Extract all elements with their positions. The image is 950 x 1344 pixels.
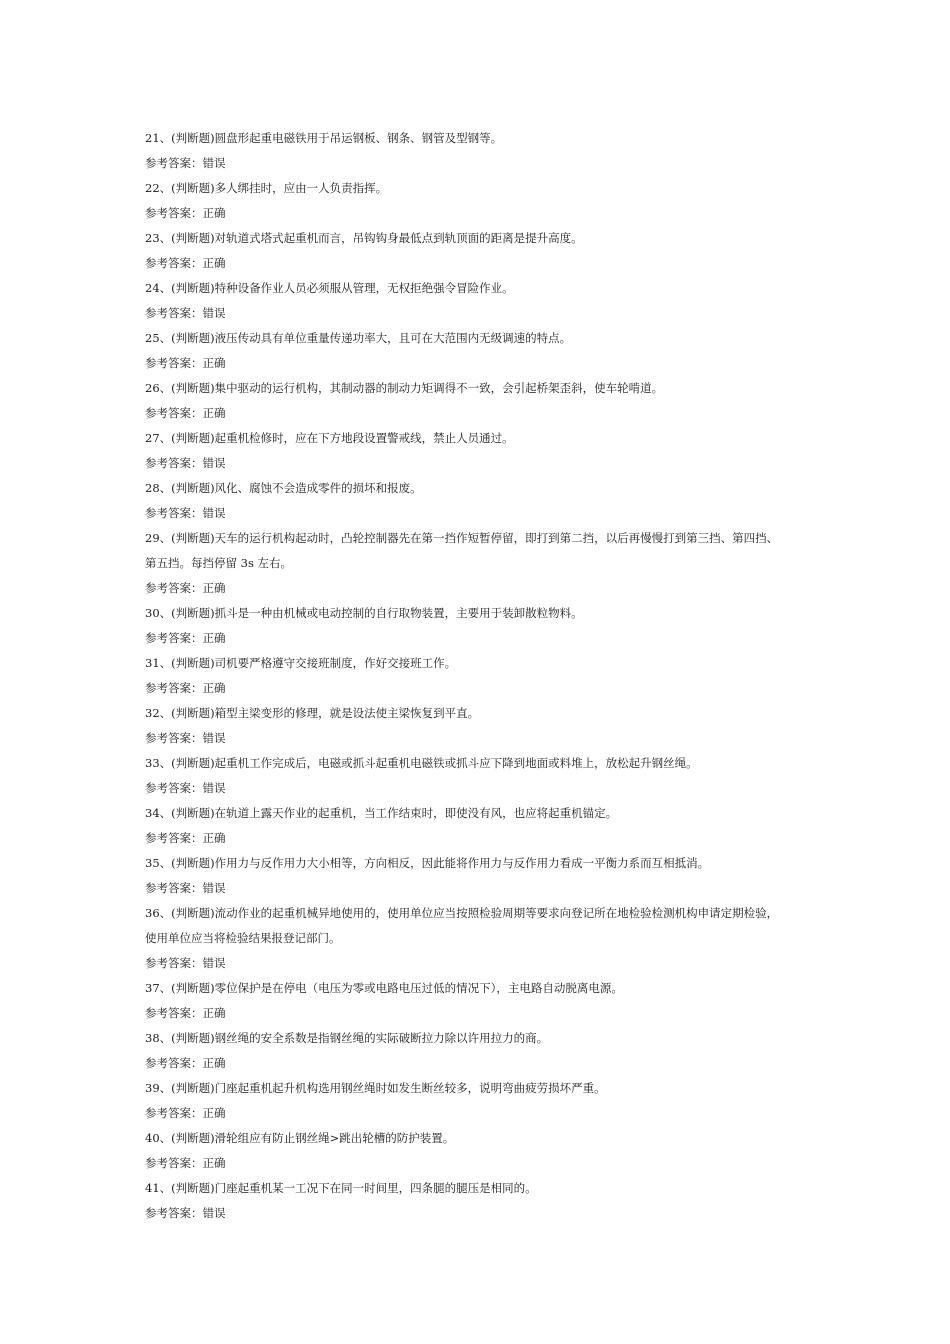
- reference-answer: 参考答案：正确: [145, 631, 226, 645]
- question-item: [145, 901, 810, 976]
- question-item: [145, 1176, 810, 1226]
- question-text: 32、(判断题)箱型主梁变形的修理，就是设法使主梁恢复到平直。: [145, 706, 480, 720]
- question-text: 35、(判断题)作用力与反作用力大小相等，方向相反，因此能将作用力与反作用力看成一平衡力系而互相抵消。: [145, 856, 710, 870]
- question-text: 21、(判断题)圆盘形起重电磁铁用于吊运钢板、钢条、钢管及型钢等。: [145, 131, 503, 145]
- question-text: 28、(判断题)风化、腐蚀不会造成零件的损坏和报废。: [145, 481, 422, 495]
- question-item: [145, 426, 810, 476]
- question-item: [145, 751, 810, 801]
- reference-answer: 参考答案：错误: [145, 456, 226, 470]
- reference-answer: 参考答案：错误: [145, 781, 226, 795]
- question-item: [145, 376, 810, 426]
- question-text: 34、(判断题)在轨道上露天作业的起重机，当工作结束时，即使没有风，也应将起重机锚定。: [145, 806, 618, 820]
- question-item: [145, 526, 810, 601]
- question-item: [145, 326, 810, 376]
- reference-answer: 参考答案：正确: [145, 831, 226, 845]
- reference-answer: 参考答案：正确: [145, 581, 226, 595]
- question-text: 40、(判断题)滑轮组应有防止钢丝绳>跳出轮槽的防护装置。: [145, 1131, 455, 1145]
- reference-answer: 参考答案：正确: [145, 406, 226, 420]
- question-text: 38、(判断题)钢丝绳的安全系数是指钢丝绳的实际破断拉力除以许用拉力的商。: [145, 1031, 549, 1045]
- question-text: 23、(判断题)对轨道式塔式起重机而言，吊钩钩身最低点到轨顶面的距离是提升高度。: [145, 231, 583, 245]
- question-item: [145, 601, 810, 651]
- question-text: 36、(判断题)流动作业的起重机械异地使用的，使用单位应当按照检验周期等要求向登记所在地检验检测机构申请定期检验，: [145, 906, 779, 920]
- question-item: [145, 176, 810, 226]
- question-text: 33、(判断题)起重机工作完成后，电磁或抓斗起重机电磁铁或抓斗应下降到地面或料堆上，放松起升钢丝绳。: [145, 756, 698, 770]
- reference-answer: 参考答案：错误: [145, 156, 226, 170]
- question-item: [145, 226, 810, 276]
- question-text: 24、(判断题)特种设备作业人员必须服从管理，无权拒绝强令冒险作业。: [145, 281, 514, 295]
- reference-answer: 参考答案：错误: [145, 731, 226, 745]
- question-item: [145, 976, 810, 1026]
- question-item: [145, 1076, 810, 1126]
- question-text: 25、(判断题)液压传动具有单位重量传递功率大，且可在大范围内无级调速的特点。: [145, 331, 572, 345]
- question-text-continued: 第五挡。每挡停留 3s 左右。: [145, 556, 293, 570]
- reference-answer: 参考答案：正确: [145, 681, 226, 695]
- question-text: 39、(判断题)门座起重机起升机构选用钢丝绳时如发生断丝较多，说明弯曲疲劳损坏严重。: [145, 1081, 606, 1095]
- reference-answer: 参考答案：正确: [145, 1156, 226, 1170]
- question-item: [145, 476, 810, 526]
- question-item: [145, 276, 810, 326]
- reference-answer: 参考答案：正确: [145, 1006, 226, 1020]
- question-text: 30、(判断题)抓斗是一种由机械或电动控制的自行取物装置，主要用于装卸散粒物料。: [145, 606, 583, 620]
- reference-answer: 参考答案：错误: [145, 1206, 226, 1220]
- question-text: 22、(判断题)多人绑挂时，应由一人负责指挥。: [145, 181, 388, 195]
- question-text: 41、(判断题)门座起重机某一工况下在同一时间里，四条腿的腿压是相同的。: [145, 1181, 537, 1195]
- question-item: [145, 651, 810, 701]
- question-item: [145, 851, 810, 901]
- reference-answer: 参考答案：正确: [145, 256, 226, 270]
- reference-answer: 参考答案：错误: [145, 306, 226, 320]
- question-text: 29、(判断题)天车的运行机构起动时，凸轮控制器先在第一挡作短暂停留，即打到第二挡，以后再慢慢打到第三挡、第四挡、: [145, 531, 779, 545]
- question-item: [145, 1026, 810, 1076]
- question-list: [145, 126, 810, 1226]
- question-text: 37、(判断题)零位保护是在停电（电压为零或电路电压过低的情况下），主电路自动脱离电源。: [145, 981, 623, 995]
- question-item: [145, 126, 810, 176]
- reference-answer: 参考答案：正确: [145, 1056, 226, 1070]
- question-text: 27、(判断题)起重机检修时，应在下方地段设置警戒线，禁止人员通过。: [145, 431, 514, 445]
- question-item: [145, 1126, 810, 1176]
- reference-answer: 参考答案：错误: [145, 506, 226, 520]
- question-item: [145, 801, 810, 851]
- question-item: [145, 701, 810, 751]
- question-text: 31、(判断题)司机要严格遵守交接班制度，作好交接班工作。: [145, 656, 457, 670]
- question-text: 26、(判断题)集中驱动的运行机构，其制动器的制动力矩调得不一致，会引起桥架歪斜，使车轮啃道。: [145, 381, 664, 395]
- reference-answer: 参考答案：错误: [145, 881, 226, 895]
- reference-answer: 参考答案：正确: [145, 356, 226, 370]
- reference-answer: 参考答案：正确: [145, 206, 226, 220]
- reference-answer: 参考答案：正确: [145, 1106, 226, 1120]
- reference-answer: 参考答案：错误: [145, 956, 226, 970]
- question-text-continued: 使用单位应当将检验结果报登记部门。: [145, 931, 341, 945]
